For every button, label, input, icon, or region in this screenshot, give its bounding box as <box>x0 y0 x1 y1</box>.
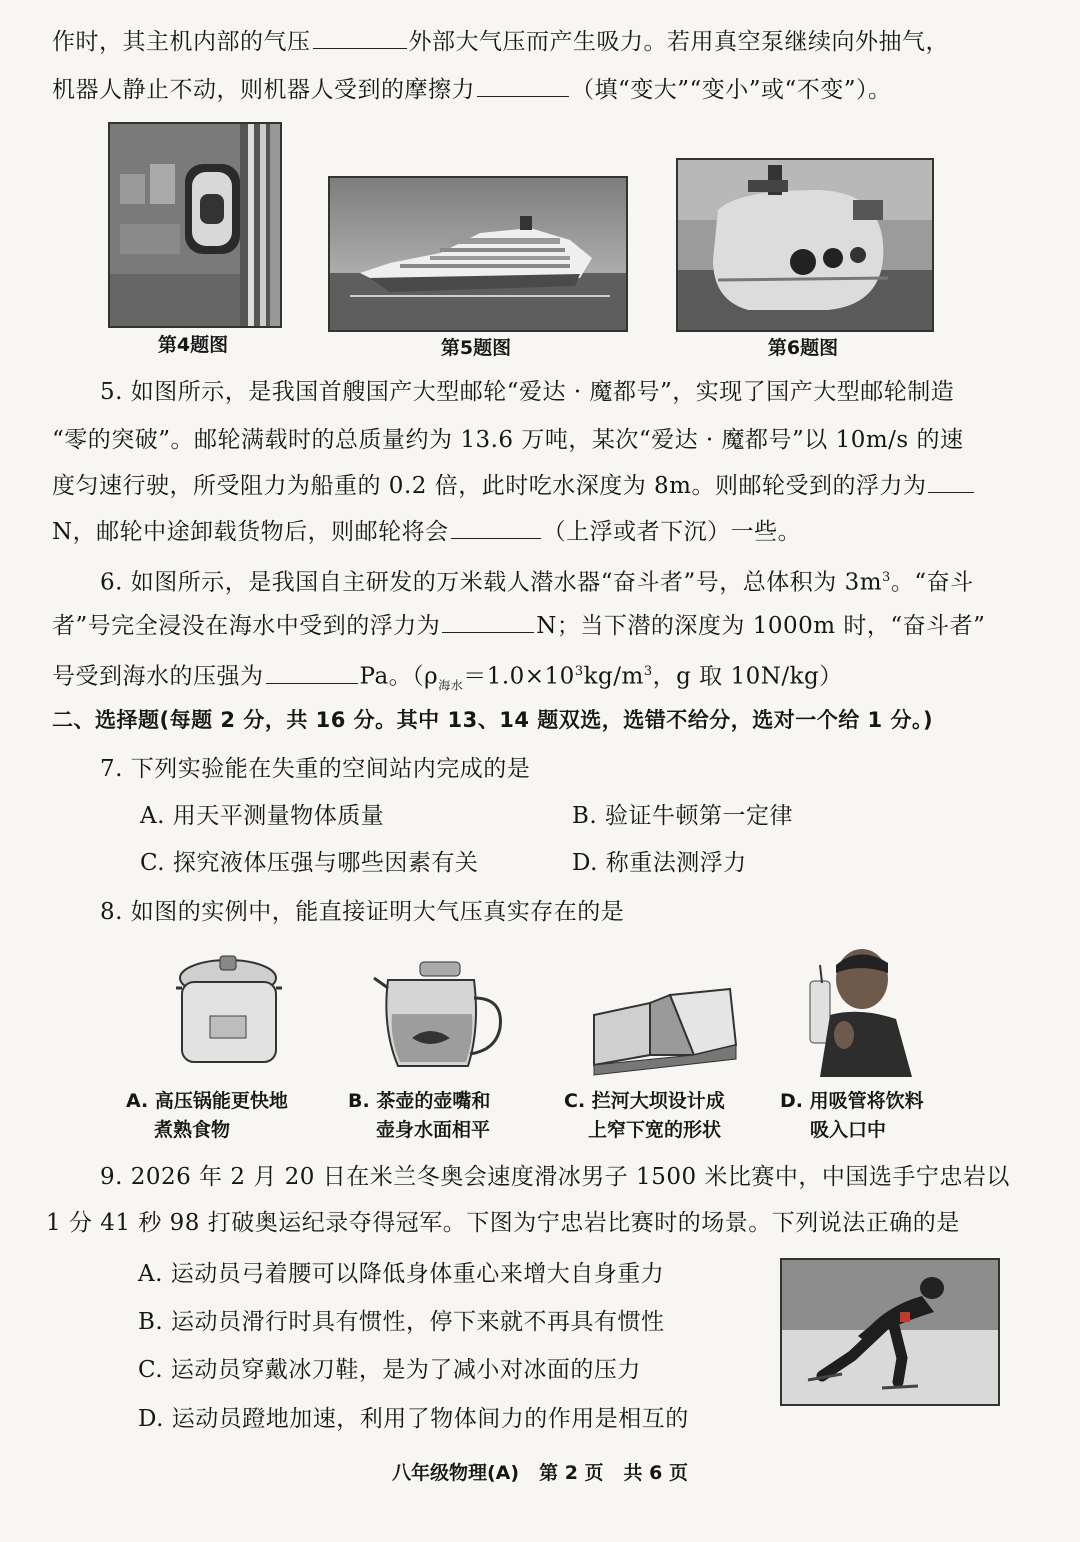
q6-text: Pa。（ρ <box>359 663 439 690</box>
fig5-caption: 第5题图 <box>440 337 512 359</box>
q7-option-c[interactable]: C. 探究液体压强与哪些因素有关 <box>140 850 479 876</box>
q5-answer-blank-2[interactable] <box>451 516 541 539</box>
q8-option-b[interactable] <box>348 1087 490 1145</box>
q8-option-c-line2: 上窄下宽的形状 <box>588 1119 722 1141</box>
footer-page-number: 第 2 页 <box>539 1462 604 1484</box>
q4-text: 作时，其主机内部的气压 <box>52 29 311 55</box>
page-footer <box>0 1458 1080 1485</box>
q5-line-3 <box>52 470 976 501</box>
q8-stem: 8. 如图的实例中，能直接证明大气压真实存在的是 <box>100 899 625 925</box>
q7-stem: 7. 下列实验能在失重的空间站内完成的是 <box>100 756 531 782</box>
q5-text: 度匀速行驶，所受阻力为船重的 0.2 倍，此时吃水深度为 8m。则邮轮受到的浮力为 <box>52 473 927 499</box>
q6-text: kg/m <box>583 663 644 690</box>
q4-text: 机器人静止不动，则机器人受到的摩擦力 <box>52 77 475 103</box>
q6-text: 。“奋斗 <box>890 569 974 596</box>
section-heading: 二、选择题(每题 2 分，共 16 分。其中 13、14 题双选，选错不给分，选对一个给 1 分。) <box>52 708 934 732</box>
q4-line-1 <box>52 26 949 57</box>
q4-line-2 <box>52 74 892 105</box>
cruise-ship-image <box>330 178 626 330</box>
q4-answer-blank-2[interactable] <box>477 74 569 97</box>
q5-line-4 <box>52 516 801 547</box>
q6-line-3 <box>52 657 843 700</box>
q5-text: N，邮轮中途卸载货物后，则邮轮将会 <box>52 519 449 545</box>
fig4-caption: 第4题图 <box>157 334 229 356</box>
submersible-image <box>678 160 932 330</box>
q6-line-1 <box>100 563 974 598</box>
q6-answer-blank-2[interactable] <box>266 661 358 684</box>
q8-option-a-line1: A. 高压锅能更快地 <box>126 1090 288 1112</box>
q6-text: ，g 取 10N/kg） <box>652 663 843 690</box>
q8-option-b-line1: B. 茶壶的壶嘴和 <box>348 1090 491 1112</box>
q8-option-c[interactable] <box>564 1087 725 1145</box>
q8-option-b-line2: 壶身水面相平 <box>376 1119 491 1141</box>
fig4-photo <box>108 122 282 328</box>
q6-text: ＝1.0×10 <box>463 663 575 690</box>
q7-option-a[interactable]: A. 用天平测量物体质量 <box>140 803 385 829</box>
q4-text: （填“变大”“变小”或“不变”）。 <box>571 77 892 103</box>
q5-answer-blank-1[interactable] <box>928 470 974 493</box>
footer-subject: 八年级物理(A) <box>392 1462 520 1484</box>
child-drinking-image <box>800 945 920 1077</box>
dam-image <box>590 985 740 1077</box>
q6-line-2 <box>52 610 985 641</box>
q4-answer-blank-1[interactable] <box>313 26 407 49</box>
q8-option-d-line2: 吸入口中 <box>810 1119 887 1141</box>
q6-text: 号受到海水的压强为 <box>52 663 264 690</box>
q4-text: 外部大气压而产生吸力。若用真空泵继续向外抽气， <box>408 29 949 55</box>
q6-superscript: 3 <box>643 664 653 679</box>
q6-superscript: 3 <box>574 664 584 679</box>
q6-superscript: 3 <box>882 570 891 585</box>
q5-line-2: “零的突破”。邮轮满载时的总质量约为 13.6 万吨，某次“爱达 · 魔都号”以 10m/s 的速 <box>52 427 964 453</box>
q8-option-a[interactable] <box>126 1087 288 1145</box>
q6-text: N；当下潜的深度为 1000m 时，“奋斗者” <box>536 613 986 639</box>
q9-line-1: 9. 2026 年 2 月 20 日在米兰冬奥会速度滑冰男子 1500 米比赛中，中国选手宁忠岩以 <box>100 1164 1010 1190</box>
fig5-photo <box>328 176 628 332</box>
q9-line-2: 1 分 41 秒 98 打破奥运纪录夺得冠军。下图为宁忠岩比赛时的场景。下列说法正确的是 <box>46 1210 960 1236</box>
fig6-caption: 第6题图 <box>767 337 839 359</box>
q9-option-d[interactable]: D. 运动员蹬地加速，利用了物体间力的作用是相互的 <box>138 1406 689 1432</box>
q7-option-d[interactable]: D. 称重法测浮力 <box>572 850 747 876</box>
q5-line-1: 5. 如图所示，是我国首艘国产大型邮轮“爱达 · 魔都号”，实现了国产大型邮轮制造 <box>100 379 955 405</box>
window-cleaning-robot-image <box>110 124 280 326</box>
q9-option-a[interactable]: A. 运动员弓着腰可以降低身体重心来增大自身重力 <box>138 1261 665 1287</box>
q9-photo <box>780 1258 1000 1406</box>
footer-total-pages: 共 6 页 <box>623 1462 688 1484</box>
q6-text: 6. 如图所示，是我国自主研发的万米载人潜水器“奋斗者”号，总体积为 3m <box>100 569 883 596</box>
q5-text: （上浮或者下沉）一些。 <box>542 519 802 545</box>
q9-option-c[interactable]: C. 运动员穿戴冰刀鞋，是为了减小对冰面的压力 <box>138 1357 641 1383</box>
fig6-photo <box>676 158 934 332</box>
q8-option-d[interactable] <box>780 1087 924 1145</box>
q8-option-c-line1: C. 拦河大坝设计成 <box>564 1090 725 1112</box>
q6-subscript: 海水 <box>438 678 464 693</box>
q8-option-d-line1: D. 用吸管将饮料 <box>780 1090 924 1112</box>
teapot-image <box>370 958 510 1076</box>
q8-option-a-line2: 煮熟食物 <box>154 1119 231 1141</box>
q6-text: 者”号完全浸没在海水中受到的浮力为 <box>52 613 441 639</box>
q9-option-b[interactable]: B. 运动员滑行时具有惯性，停下来就不再具有惯性 <box>138 1309 665 1335</box>
q6-answer-blank-1[interactable] <box>442 610 534 633</box>
q7-option-b[interactable]: B. 验证牛顿第一定律 <box>572 803 794 829</box>
speed-skater-image <box>782 1260 998 1404</box>
pressure-cooker-image <box>170 948 290 1078</box>
